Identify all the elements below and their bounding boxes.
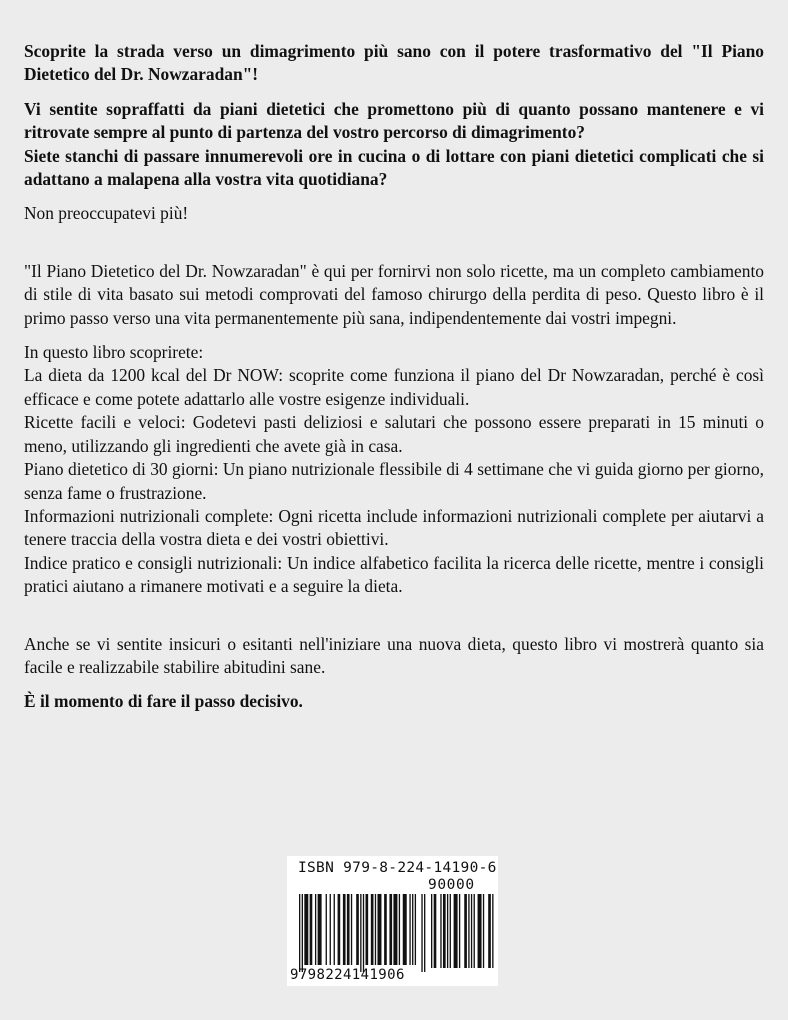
barcode-bar (384, 894, 387, 965)
barcode-bar (334, 894, 335, 965)
barcode-bar (363, 894, 364, 972)
barcode-bar (310, 894, 313, 965)
question-1: Vi sentite sopraffatti da piani dietetici che promettono più di quanto possano mantenere e vi ritrovate sempre al punto di partenza del vostro percorso di dimagrimento? (24, 98, 764, 143)
barcode-bar (459, 894, 460, 968)
barcode-bar (356, 894, 359, 965)
barcode-bar (434, 894, 437, 968)
isbn-label: ISBN 979-8-224-14190-6 (298, 860, 497, 876)
barcode-bar (338, 894, 341, 965)
barcode-bar (343, 894, 346, 965)
barcode-bar (366, 894, 369, 965)
barcode-bar (304, 894, 308, 965)
feature-item: La dieta da 1200 kcal del Dr NOW: scoprite come funziona il piano del Dr Nowzaradan, perché è così efficace e come potete adattarlo alle vostre esigenze individuali. (24, 365, 764, 409)
barcode-bar (471, 894, 472, 968)
isbn-barcode (287, 856, 498, 986)
question-2: Siete stanchi di passare innumerevoli ore in cucina o di lottare con piani dietetici complicati che si adattano a malapena alla vostra vita quotidiana? (24, 145, 764, 190)
barcode-bar (375, 894, 376, 965)
barcode-bar (315, 894, 316, 965)
barcode-bar (318, 894, 322, 965)
feature-item: Indice pratico e consigli nutrizionali: Un indice alfabetico facilita la ricerca delle ricette, mentre i consigli pratici aiutano a rimanere motivati e a seguire la dieta. (24, 552, 764, 597)
barcode-bar (409, 894, 410, 965)
features-heading: In questo libro scoprirete: (24, 342, 204, 363)
barcode-bar (360, 894, 361, 972)
barcode-bar (393, 894, 397, 965)
barcode-bar (447, 894, 448, 968)
call-to-action: È il momento di fare il passo decisivo. (24, 691, 303, 712)
barcode-bar (412, 894, 413, 965)
barcode-bar (421, 894, 422, 972)
feature-item: Piano dietetico di 30 giorni: Un piano nutrizionale flessibile di 4 settimane che vi guida giorno per giorno, senza fame o frustrazione. (24, 459, 764, 503)
barcode-bar (450, 894, 451, 968)
barcode-bar (454, 894, 458, 968)
description: "Il Piano Dietetico del Dr. Nowzaradan" è qui per fornirvi non solo ricette, ma un completo cambiamento di stile di vita basato sui metodi comprovati del famoso chirurgo della perdita di peso. Questo libro è il primo passo verso una vita permanentemente più sana, indipendentemente dai vostri impegni. (24, 260, 764, 328)
back-cover-text (24, 40, 764, 714)
barcode-bar (371, 894, 374, 965)
barcode-bar (389, 894, 392, 965)
barcode-bar (443, 894, 446, 968)
barcode-bar (483, 894, 484, 968)
barcode-bar (474, 894, 475, 968)
barcode-bar (326, 894, 327, 965)
barcode-bar (478, 894, 482, 968)
headline: Scoprite la strada verso un dimagrimento più sano con il potere trasformativo del "Il Piano Dietetico del Dr. Nowzaradan"! (24, 41, 764, 85)
closing-paragraph: Anche se vi sentite insicuri o esitanti nell'iniziare una nuova dieta, questo libro vi mostrerà quanto sia facile e realizzabile stabilire abitudini sane. (24, 633, 764, 677)
reassurance: Non preoccupatevi più! (24, 203, 189, 224)
ean-digits: 9798224141906 (290, 967, 405, 983)
barcode-bar (440, 894, 441, 968)
barcode-bar (302, 894, 303, 972)
barcode-bar (403, 894, 407, 965)
barcode-bar (377, 894, 381, 965)
barcode-bar (330, 894, 331, 965)
feature-item: Ricette facili e veloci: Godetevi pasti deliziosi e salutari che possono essere preparati in 15 minuti o meno, utilizzando gli ingredienti che avete già in casa. (24, 412, 764, 456)
barcode-bar (492, 894, 493, 968)
barcode-bar (424, 894, 425, 972)
barcode-bar (347, 894, 350, 965)
feature-item: Informazioni nutrizionali complete: Ogni ricetta include informazioni nutrizionali complete per aiutarvi a tenere traccia della vostra dieta e dei vostri obiettivi. (24, 505, 764, 550)
barcode-bar (431, 894, 432, 968)
barcode-bar (299, 894, 300, 972)
barcode-bar (488, 894, 491, 968)
barcode-bar (468, 894, 469, 968)
price-code: 90000 (428, 877, 475, 893)
barcode-bar (464, 894, 467, 968)
barcode-bar (351, 894, 352, 965)
barcode-bar (399, 894, 400, 965)
barcode-bar (415, 894, 416, 965)
